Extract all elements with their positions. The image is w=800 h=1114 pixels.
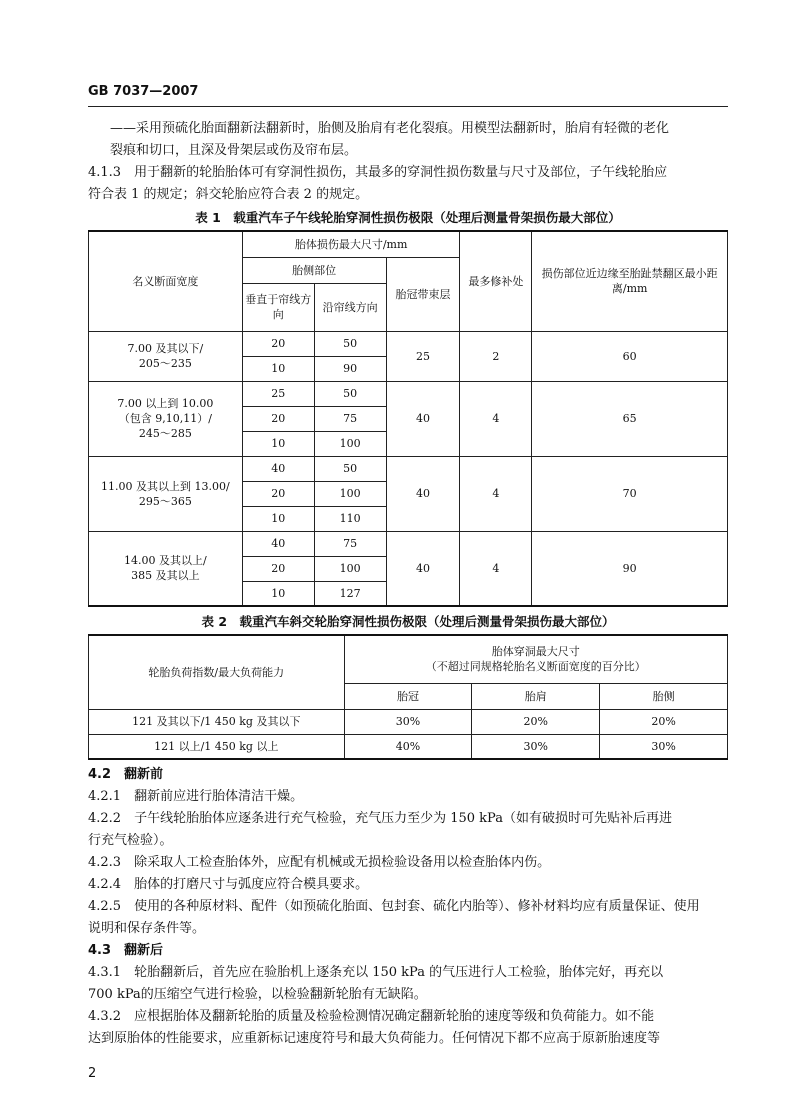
clause-4-3-1-line-1: 4.3.1 轮胎翻新后，首先应在验胎机上逐条充以 150 kPa 的气压进行人工检验，胎体完好，再充以	[88, 965, 664, 980]
t1-distance-cell: 70	[532, 456, 728, 531]
t1-header-max-size: 胎体损伤最大尺寸/mm	[242, 231, 460, 257]
t1-repairs-cell: 2	[460, 331, 532, 381]
t1-perp-cell: 40	[242, 456, 314, 481]
t1-header-sidewall: 胎侧部位	[242, 257, 386, 283]
t1-perp-cell: 20	[242, 481, 314, 506]
clause-4-1-3-line-1: 4.1.3 用于翻新的轮胎胎体可有穿洞性损伤，其最多的穿洞性损伤数量与尺寸及部位，子午线轮胎应	[88, 165, 668, 180]
t1-header-perpendicular: 垂直于帘线方向	[242, 283, 314, 331]
t1-along-cell: 90	[314, 356, 386, 381]
clause-4-3-2-line-1: 4.3.2 应根据胎体及翻新轮胎的质量及检验检测情况确定翻新轮胎的速度等级和负荷能力。如不能	[88, 1009, 655, 1024]
t1-width-cell: 7.00 及其以下/ 205～235	[89, 331, 243, 381]
table2	[88, 634, 728, 760]
t1-perp-cell: 10	[242, 356, 314, 381]
table1-caption: 表 1 载重汽车子午线轮胎穿洞性损伤极限（处理后测量骨架损伤最大部位）	[195, 210, 621, 225]
t1-along-cell: 50	[314, 456, 386, 481]
t1-perp-cell: 40	[242, 531, 314, 556]
t1-perp-cell: 10	[242, 431, 314, 456]
table1	[88, 230, 728, 607]
t1-crown-cell: 40	[386, 531, 460, 606]
clause-4-2-1: 4.2.1 翻新前应进行胎体清洁干燥。	[88, 789, 304, 804]
t2-crown-cell: 40%	[344, 734, 472, 759]
t1-perp-cell: 20	[242, 406, 314, 431]
t1-header-max-repairs: 最多修补处	[460, 231, 532, 331]
t1-perp-cell: 20	[242, 331, 314, 356]
t1-width-cell: 14.00 及其以上/ 385 及其以上	[89, 531, 243, 606]
clause-4-3-1-line-2: 700 kPa的压缩空气进行检验，以检验翻新轮胎有无缺陷。	[88, 987, 427, 1002]
t1-repairs-cell: 4	[460, 381, 532, 456]
t2-side-cell: 20%	[600, 709, 728, 734]
section-4-2-heading: 4.2 翻新前	[88, 767, 164, 782]
clause-4-2-2-line-2: 行充气检验）。	[88, 833, 173, 848]
t1-perp-cell: 10	[242, 581, 314, 606]
t1-along-cell: 100	[314, 481, 386, 506]
t1-header-distance: 损伤部位近边缘至胎趾禁翻区最小距离/mm	[532, 231, 728, 331]
t2-header-shoulder: 胎肩	[472, 683, 600, 709]
t1-along-cell: 50	[314, 381, 386, 406]
t2-header-load: 轮胎负荷指数/最大负荷能力	[89, 635, 345, 709]
header-rule	[88, 106, 728, 107]
standard-number: GB 7037—2007	[88, 84, 199, 99]
t2-load-cell: 121 以上/1 450 kg 以上	[89, 734, 345, 759]
t2-header-max-size: 胎体穿洞最大尺寸 （不超过同规格轮胎名义断面宽度的百分比）	[344, 635, 727, 683]
t2-crown-cell: 30%	[344, 709, 472, 734]
t1-crown-cell: 40	[386, 456, 460, 531]
section-4-3-heading: 4.3 翻新后	[88, 943, 164, 958]
t1-width-cell: 7.00 以上到 10.00 （包含 9,10,11）/ 245～285	[89, 381, 243, 456]
t1-perp-cell: 25	[242, 381, 314, 406]
clause-4-1-3-line-2: 符合表 1 的规定；斜交轮胎应符合表 2 的规定。	[88, 187, 369, 202]
t1-width-cell: 11.00 及其以上到 13.00/ 295～365	[89, 456, 243, 531]
t1-distance-cell: 60	[532, 331, 728, 381]
t1-perp-cell: 20	[242, 556, 314, 581]
clause-4-2-5-line-1: 4.2.5 使用的各种原材料、配件（如预硫化胎面、包封套、硫化内胎等）、修补材料均应有质量保证、使用	[88, 899, 700, 914]
clause-4-3-2-line-2: 达到原胎体的性能要求，应重新标记速度符号和最大负荷能力。任何情况下都不应高于原新胎速度等	[88, 1031, 661, 1046]
t1-along-cell: 100	[314, 556, 386, 581]
t1-along-cell: 110	[314, 506, 386, 531]
t1-header-along: 沿帘线方向	[314, 283, 386, 331]
t1-along-cell: 75	[314, 406, 386, 431]
t1-along-cell: 127	[314, 581, 386, 606]
t1-crown-cell: 40	[386, 381, 460, 456]
t2-shoulder-cell: 30%	[472, 734, 600, 759]
t1-perp-cell: 10	[242, 506, 314, 531]
t1-header-crown: 胎冠带束层	[386, 257, 460, 331]
t1-repairs-cell: 4	[460, 531, 532, 606]
t1-distance-cell: 65	[532, 381, 728, 456]
clause-4-2-2-line-1: 4.2.2 子午线轮胎胎体应逐条进行充气检验，充气压力至少为 150 kPa（如有破损时可先贴补后再进	[88, 811, 672, 826]
clause-4-2-5-line-2: 说明和保存条件等。	[88, 921, 206, 936]
table2-caption: 表 2 载重汽车斜交轮胎穿洞性损伤极限（处理后测量骨架损伤最大部位）	[201, 614, 615, 629]
t2-load-cell: 121 及其以下/1 450 kg 及其以下	[89, 709, 345, 734]
t1-header-width: 名义断面宽度	[89, 231, 243, 331]
t2-shoulder-cell: 20%	[472, 709, 600, 734]
t1-repairs-cell: 4	[460, 456, 532, 531]
t1-distance-cell: 90	[532, 531, 728, 606]
intro-line-1: ——采用预硫化胎面翻新法翻新时，胎侧及胎肩有老化裂痕。用模型法翻新时，胎肩有轻微的老化	[110, 121, 670, 136]
clause-4-2-3: 4.2.3 除采取人工检查胎体外，应配有机械或无损检验设备用以检查胎体内伤。	[88, 855, 551, 870]
t2-header-crown: 胎冠	[344, 683, 472, 709]
t2-side-cell: 30%	[600, 734, 728, 759]
t1-crown-cell: 25	[386, 331, 460, 381]
t2-header-side: 胎侧	[600, 683, 728, 709]
t1-along-cell: 75	[314, 531, 386, 556]
intro-line-2: 裂痕和切口，且深及骨架层或伤及帘布层。	[110, 143, 358, 158]
clause-4-2-4: 4.2.4 胎体的打磨尺寸与弧度应符合模具要求。	[88, 877, 369, 892]
t1-along-cell: 50	[314, 331, 386, 356]
t1-along-cell: 100	[314, 431, 386, 456]
page-number: 2	[88, 1066, 97, 1081]
